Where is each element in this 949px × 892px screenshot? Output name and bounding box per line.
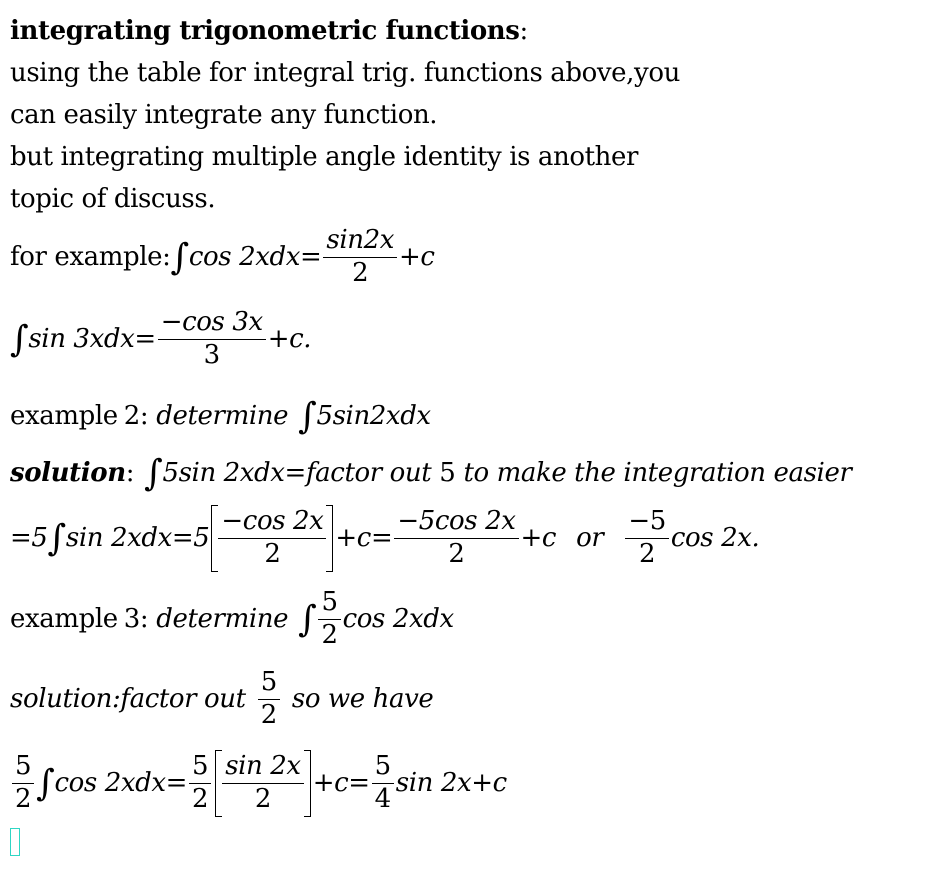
solution-text: so we have	[291, 684, 434, 715]
middle-term: +c=	[335, 523, 393, 554]
fraction-denominator: 3	[203, 339, 220, 370]
integral-body: cos 2xdx	[342, 604, 454, 635]
bracket-group	[215, 750, 310, 817]
integral-body: 5sin2xdx	[316, 401, 431, 431]
paragraph-line: using the table for integral trig. functions above,you	[10, 58, 680, 88]
text-cursor[interactable]	[10, 828, 20, 856]
middle-term: +c=	[312, 768, 370, 799]
solution-3b-line	[10, 750, 507, 817]
constant-term: +c.	[267, 324, 312, 355]
solution-five: 5	[439, 458, 456, 488]
fraction	[12, 752, 34, 815]
or-word: or	[576, 523, 604, 554]
integral-sign: ∫	[144, 453, 163, 494]
solution-2b-line	[10, 505, 759, 572]
constant-term: +c	[398, 242, 435, 273]
fraction	[318, 588, 340, 651]
example-1-line	[10, 226, 435, 289]
solution-colon: :	[125, 458, 135, 488]
solution-text: factor out	[305, 458, 432, 488]
fraction-numerator: sin2x	[323, 226, 397, 258]
fraction-numerator: 5	[12, 752, 34, 784]
section-heading	[10, 16, 528, 46]
end-term: sin 2x+c	[395, 768, 507, 799]
fraction-denominator: 4	[374, 783, 391, 814]
fraction-numerator: −cos 3x	[158, 308, 266, 340]
integral-body: cos 2xdx=	[54, 768, 188, 799]
integral-sign: ∫	[10, 319, 29, 361]
fraction	[218, 507, 326, 570]
example-3-line	[10, 588, 454, 651]
paragraph-line: but integrating multiple angle identity is another	[10, 142, 639, 172]
fraction-numerator: sin 2x	[222, 752, 303, 784]
integral-body: cos 2xdx=	[188, 242, 322, 273]
example-2-number: 2:	[123, 401, 149, 431]
end-term: cos 2x.	[670, 523, 760, 554]
example-3-label: example	[10, 604, 118, 635]
fraction	[625, 507, 669, 570]
solution-label: solution	[10, 458, 126, 488]
fraction-numerator: 5	[318, 588, 340, 620]
paragraph-line: topic of discuss.	[10, 184, 216, 214]
fraction-denominator: 2	[448, 538, 465, 569]
fraction-denominator: 2	[352, 257, 369, 288]
example-3-word: determine	[156, 604, 289, 635]
fraction-denominator: 2	[15, 783, 32, 814]
example-2-line	[10, 396, 431, 437]
fraction-numerator: 5	[372, 752, 394, 784]
fraction-numerator: −5cos 2x	[394, 507, 518, 539]
solution-label: solution:factor out	[10, 684, 246, 715]
integral-sign: ∫	[47, 518, 66, 560]
fraction-denominator: 2	[260, 699, 277, 730]
solution-2-line	[10, 453, 852, 494]
integral-body: 5sin 2xdx=	[162, 458, 306, 488]
fraction	[258, 668, 280, 731]
integral-sign: ∫	[298, 599, 317, 641]
fraction	[189, 752, 211, 815]
example-2-label: example	[10, 401, 118, 431]
fraction	[372, 752, 394, 815]
fraction-numerator: −5	[625, 507, 669, 539]
fraction	[394, 507, 518, 570]
constant-term: +c	[520, 523, 557, 554]
fraction-denominator: 2	[321, 619, 338, 650]
fraction-denominator: 2	[192, 783, 209, 814]
solution-text-2: to make the integration easier	[463, 458, 852, 488]
solution-lead: =5	[10, 523, 48, 554]
integral-sign: ∫	[298, 396, 317, 437]
example-2-word: determine	[156, 401, 289, 431]
integral-body: sin 3xdx=	[28, 324, 156, 355]
heading-colon: :	[519, 16, 528, 46]
integral-sign: ∫	[36, 763, 55, 805]
integral-body: sin 2xdx=5	[65, 523, 210, 554]
fraction-denominator: 2	[254, 783, 272, 814]
bracket-group	[211, 505, 333, 572]
fraction	[158, 308, 266, 371]
example-1-label: for example:	[10, 242, 171, 273]
fraction-numerator: 5	[189, 752, 211, 784]
fraction	[323, 226, 397, 289]
integral-sign: ∫	[170, 237, 189, 279]
fraction-denominator: 2	[639, 538, 656, 569]
fraction	[222, 752, 303, 815]
example-3-number: 3:	[123, 604, 149, 635]
solution-3-line	[10, 668, 433, 731]
fraction-denominator: 2	[264, 538, 281, 569]
fraction-numerator: −cos 2x	[218, 507, 326, 539]
paragraph-line: can easily integrate any function.	[10, 100, 438, 130]
example-1b-line	[10, 308, 311, 371]
heading-text: integrating trigonometric functions	[10, 16, 520, 46]
fraction-numerator: 5	[258, 668, 280, 700]
